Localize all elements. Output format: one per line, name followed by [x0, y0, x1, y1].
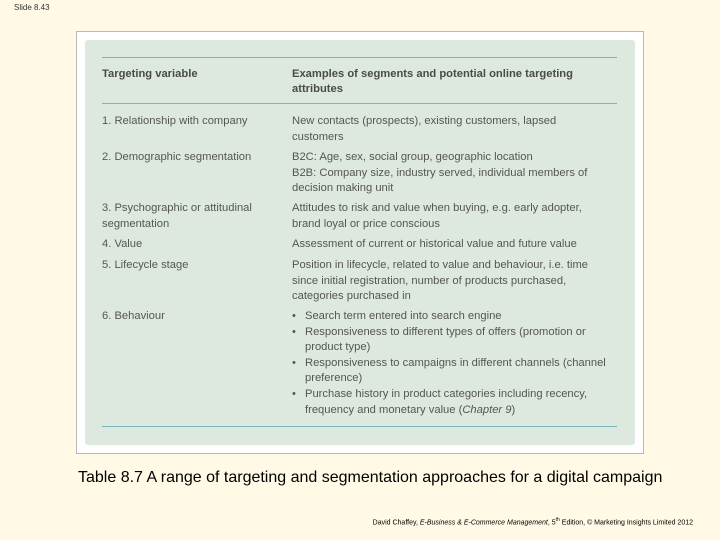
table-top-rule — [102, 57, 617, 58]
table-figure — [76, 31, 644, 454]
table-bottom-rule — [102, 426, 617, 427]
row-5-examples: Position in lifecycle, related to value and behaviour, i.e. time since initial registration, number of products purchased, categories purchased in — [292, 259, 589, 303]
row-2-b2b: B2B: Company size, industry served, individual members of decision making unit — [292, 166, 588, 195]
row-3-variable: 3. Psychographic or attitudinal segmentation — [102, 202, 252, 230]
bullet-item: • Responsiveness to different types of offers (promotion or product type) — [292, 325, 586, 354]
row-1-examples: New contacts (prospects), existing customers, lapsed customers — [292, 115, 557, 143]
row-6-examples — [292, 309, 610, 418]
row-2-b2c: B2C: Age, sex, social group, geographic location — [292, 151, 533, 163]
bullet-item: • Search term entered into search engine — [292, 309, 610, 325]
table-panel — [85, 40, 635, 445]
header-targeting-variable: Targeting variable — [102, 68, 198, 80]
bullet-icon: • — [292, 356, 296, 369]
footer-citation: David Chaffey, E-Business & E-Commerce Management, 5th Edition, © Marketing Insights Limited 2012 — [372, 517, 693, 527]
row-5-variable: 5. Lifecycle stage — [102, 259, 189, 271]
row-4-variable: 4. Value — [102, 238, 143, 250]
bullet-icon: • — [292, 325, 296, 338]
row-4-examples: Assessment of current or historical value and future value — [292, 238, 577, 250]
row-2-examples — [292, 150, 610, 197]
row-1-variable: 1. Relationship with company — [102, 115, 248, 127]
bullet-item: • Responsiveness to campaigns in different channels (channel preference) — [292, 356, 606, 385]
row-2-variable: 2. Demographic segmentation — [102, 151, 252, 163]
header-examples: Examples of segments and potential online targeting attributes — [292, 68, 573, 95]
bullet-item: • Purchase history in product categories including recency, frequency and monetary value (Chapter 9) — [292, 387, 588, 416]
table-header-rule — [102, 103, 617, 104]
table-caption: Table 8.7 A range of targeting and segmentation approaches for a digital campaign — [78, 469, 663, 486]
row-3-examples: Attitudes to risk and value when buying, e.g. early adopter, brand loyal or price conscious — [292, 202, 582, 230]
bullet-icon: • — [292, 310, 296, 322]
slide-number: Slide 8.43 — [14, 3, 50, 12]
bullet-icon: • — [292, 387, 296, 400]
row-6-variable: 6. Behaviour — [102, 310, 165, 322]
